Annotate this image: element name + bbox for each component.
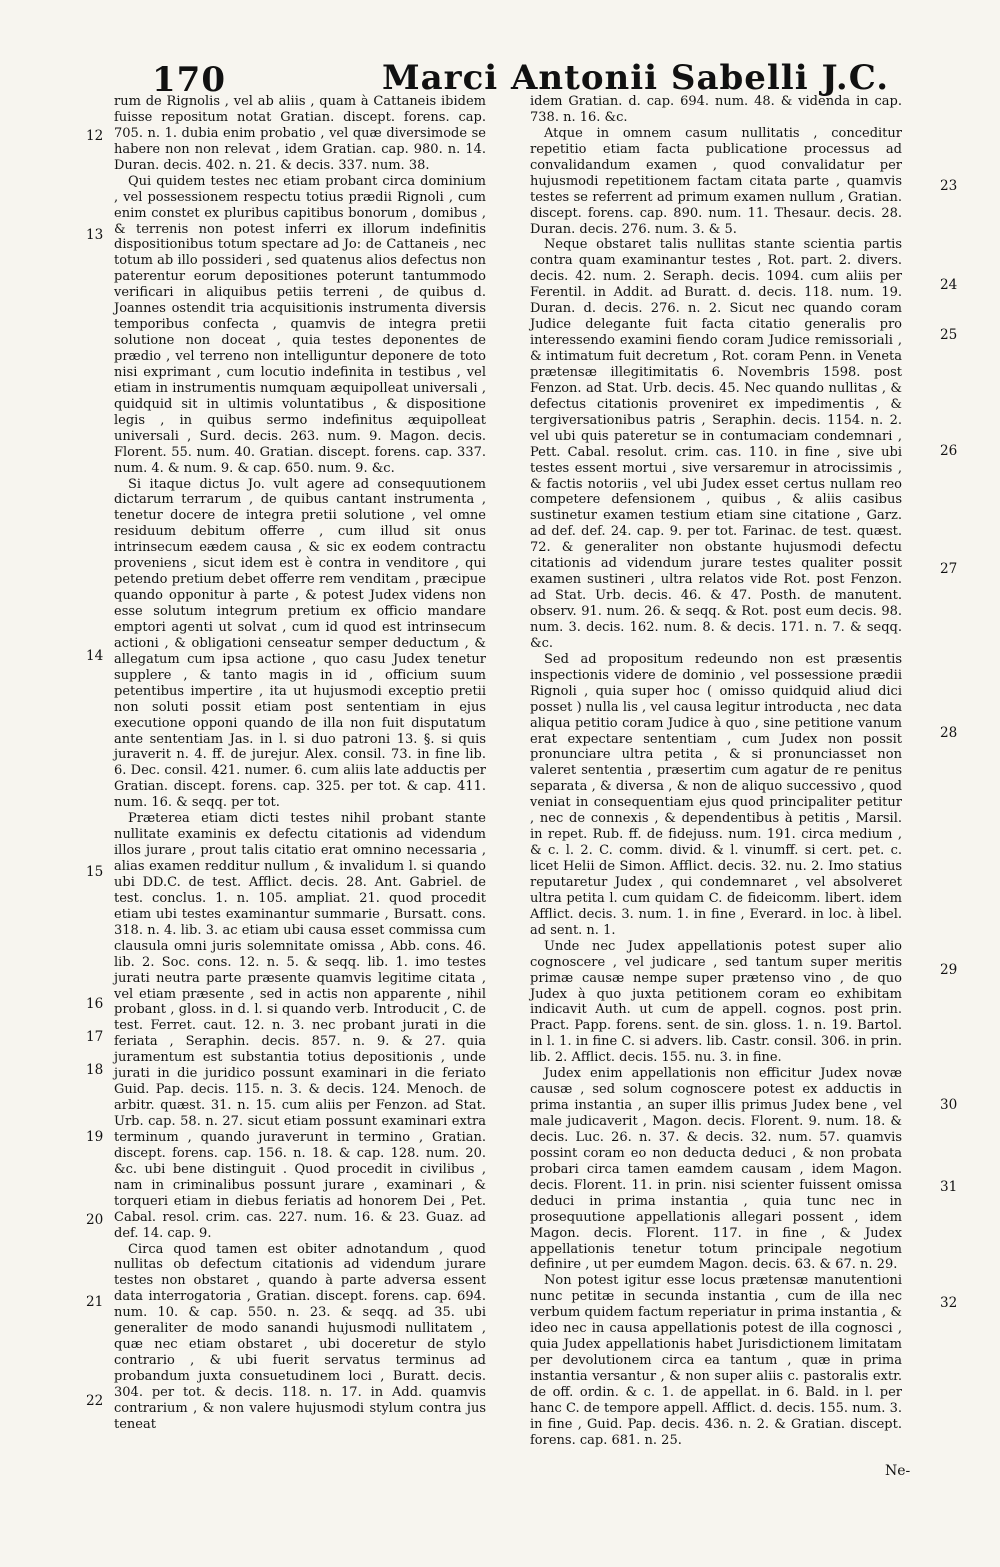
margin-number: 14 <box>86 648 104 664</box>
right-column <box>530 94 902 1449</box>
paragraph: Unde nec Judex appellationis potest super alio cognoscere , vel judicare , sed tantum super meritis primæ causæ nempe super prætenso vino , de quo Judex à quo juxta petitionem coram eo exhibitam indicavit Auth. ut cum de appell. cognos. post prin. Pract. Papp. forens. sent. de sin. gloss. 1. n. 19. Bartol. in l. 1. in fine C. si advers. lib. Castr. consil. 306. in prin. lib. 2. Afflict. decis. 155. nu. 3. in fine. <box>530 938 902 1066</box>
paragraph: Qui quidem testes nec etiam probant circa dominium , vel possessionem respectu totius prædii Rignoli , cum enim constet ex pluribus capitibus bonorum , domibus , & terrenis non potest inferri ex illorum indefinitis dispositionibus totum spectare ad Jo: de Cattaneis , nec totum ab illo possideri , sed quatenus alios defectus non paterentur eorum depositiones poterunt tantummodo verificari in aliquibus petiis terreni , de quibus d. Joannes ostendit tria acquisitionis instrumenta diversis temporibus confecta , quamvis de integra pretii solutione non doceat , quia testes deponentes de prædio , vel terreno non intelliguntur deponere de toto nisi exprimant , cum locutio indefinita in testibus , vel etiam in instrumentis numquam æquipolleat universali , quidquid sit in ultimis voluntatibus , & dispositione legis , in quibus sermo indefinitus æquipolleat universali , Surd. decis. 263. num. 9. Magon. decis. Florent. 55. num. 40. Gratian. discept. forens. cap. 337. num. 4. & num. 9. & cap. 650. num. 9. &c. <box>114 173 486 476</box>
paragraph: Circa quod tamen est obiter adnotandum , quod nullitas ob defectum citationis ad videndum jurare testes non obstaret , quando à parte adversa essent data interrogatoria , Gratian. discept. forens. cap. 694. num. 10. & cap. 550. n. 23. & seqq. ad 35. ubi generaliter de modo sanandi hujusmodi nullitatem , quæ nec etiam obstaret , ubi doceretur de stylo contrario , & ubi fuerit servatus terminus ad probandum juxta consuetudinem loci , Buratt. decis. 304. per tot. & decis. 118. n. 17. in Add. quamvis contrarium , & non valere hujusmodi stylum contra jus teneat <box>114 1241 486 1432</box>
margin-number: 12 <box>86 128 104 144</box>
catchword: Ne- <box>885 1463 911 1479</box>
margin-number: 18 <box>86 1062 104 1078</box>
page-number: 170 <box>152 60 226 100</box>
paragraph: Sed ad propositum redeundo non est præsentis inspectionis videre de dominio , vel possessione prædii Rignoli , quia super hoc ( omisso quidquid aliud dici posset ) nulla lis , vel causa legitur introducta , nec data aliqua petitio coram Judice à quo , sine petitione vanum erat expectare sententiam , cum Judex non possit pronunciare ultra petita , & si pronunciasset non valeret sententia , præsertim cum agatur de re penitus separata , & diversa , & non de aliquo successivo , quod veniat in consequentiam ejus quod principaliter petitur , nec de connexis , & dependentibus à petitis , Marsil. in repet. Rub. ff. de fidejuss. num. 191. circa medium , & c. l. 2. C. comm. divid. & l. vinumff. si cert. pet. c. licet Helii de Simon. Afflict. decis. 32. nu. 2. Imo statius reputaretur Judex , qui condemnaret , vel absolveret ultra petita l. cum quidam C. de fideicomm. libert. idem Afflict. decis. 3. num. 1. in fine , Everard. in loc. à libel. ad sent. n. 1. <box>530 651 902 938</box>
margin-number: 25 <box>940 327 958 343</box>
margin-number: 21 <box>86 1294 104 1310</box>
margin-number: 28 <box>940 725 958 741</box>
margin-number: 16 <box>86 996 104 1012</box>
margin-number: 31 <box>940 1179 958 1195</box>
margin-number: 23 <box>940 178 958 194</box>
margin-number: 15 <box>86 864 104 880</box>
paragraph: Neque obstaret talis nullitas stante scientia partis contra quam examinantur testes , Rot. part. 2. divers. decis. 42. num. 2. Seraph. decis. 1094. cum aliis per Ferentil. in Addit. ad Buratt. d. decis. 118. num. 19. Duran. d. decis. 276. n. 2. Sicut nec quando coram Judice delegante fuit facta citatio generalis pro interessendo examini fiendo coram Judice remissoriali , & intimatum fuit decretum , Rot. coram Penn. in Veneta prætensæ illegitimitatis 6. Novembris 1598. post Fenzon. ad Stat. Urb. decis. 45. Nec quando nullitas , & defectus citationis proveniret ex impedimentis , & tergiversationibus patris , Seraphin. decis. 1154. n. 2. vel ubi quis pateretur se in contumaciam condemnari , Pett. Cabal. resolut. crim. cas. 110. in fine , sive ubi testes essent mortui , sive versaremur in atrocissimis , & factis notoriis , vel ubi Judex esset certus nullam reo competere defensionem , quibus , & aliis casibus sustinetur examen testium etiam sine citatione , Garz. ad def. def. 24. cap. 9. per tot. Farinac. de test. quæst. 72. & generaliter non obstante hujusmodi defectu citationis ad videndum jurare testes qualiter possit examen sustineri , ultra relatos vide Rot. post Fenzon. ad Stat. Urb. decis. 46. & 47. Posth. de manutent. observ. 91. num. 26. & seqq. & Rot. post eum decis. 98. num. 3. decis. 162. num. 8. & decis. 171. n. 7. & seqq. &c. <box>530 237 902 651</box>
paragraph: idem Gratian. d. cap. 694. num. 48. & videnda in cap. 738. n. 16. &c. <box>530 94 902 125</box>
left-column <box>114 94 486 1433</box>
paragraph: Judex enim appellationis non efficitur Judex novæ causæ , sed solum cognoscere potest ex adductis in prima instantia , an super illis primus Judex bene , vel male judicaverit , Magon. decis. Florent. 9. num. 18. & decis. Luc. 26. n. 37. & decis. 32. num. 57. quamvis possint coram eo non deducta deduci , & non probata probari circa tamen eamdem causam , idem Magon. decis. Florent. 11. in prin. nisi scienter fuissent omissa deduci in prima instantia , quia tunc nec in prosequutione appellationis allegari possent , idem Magon. decis. Florent. 117. in fine , & Judex appellationis tenetur totum principale negotium definire , ut per eumdem Magon. decis. 63. & 67. n. 29. <box>530 1066 902 1273</box>
margin-number: 19 <box>86 1129 104 1145</box>
paragraph: Atque in omnem casum nullitatis , conceditur repetitio etiam facta publicatione processus ad convalidandum examen , quod convalidatur per hujusmodi repetitionem factam citata parte , quamvis testes se referrent ad primum examen nullum , Gratian. discept. forens. cap. 890. num. 11. Thesaur. decis. 28. Duran. decis. 276. num. 3. & 5. <box>530 125 902 237</box>
margin-number: 29 <box>940 962 958 978</box>
running-title: Marci Antonii Sabelli J.C. <box>382 58 890 98</box>
paragraph: Non potest igitur esse locus prætensæ manutentioni nunc petitæ in secunda instantia , cum de illa nec verbum quidem factum reperiatur in prima instantia , & ideo nec in causa appellationis potest de illa cognosci , quia Judex appellationis habet Jurisdictionem limitatam per devolutionem circa ea tantum , quæ in prima instantia versantur , & non super aliis c. pastoralis extr. de off. ordin. & c. 1. de appellat. in 6. Bald. in l. per hanc C. de tempore appell. Afflict. d. decis. 155. num. 3. in fine , Guid. Pap. decis. 436. n. 2. & Gratian. discept. forens. cap. 681. n. 25. <box>530 1273 902 1448</box>
margin-number: 17 <box>86 1029 104 1045</box>
paragraph: Si itaque dictus Jo. vult agere ad consequutionem dictarum terrarum , de quibus cantant instrumenta , tenetur docere de integra pretii solutione , vel omne residuum debitum offerre , cum illud sit onus intrinsecum eædem causa , & sic ex eodem contractu proveniens , sicut idem est è contra in venditore , qui petendo pretium debet offerre rem venditam , præcipue quando opponitur à parte , & potest Judex videns non esse solutum integrum pretium ex officio mandare emptori agenti ut solvat , cum id quod est intrinsecum actioni , & obligationi censeatur semper deductum , & allegatum cum ipsa actione , quo casu Judex tenetur supplere , & tanto magis in id , officium suum petentibus impertire , ita ut hujusmodi exceptio pretii non soluti possit etiam post sententiam in ejus executione opponi quando de illa non fuit disputatum ante sententiam Jas. in l. si duo patroni 13. §. si quis juraverit n. 4. ff. de jurejur. Alex. consil. 73. in fine lib. 6. Dec. consil. 421. numer. 6. cum aliis late adductis per Gratian. discept. forens. cap. 325. per tot. & cap. 411. num. 16. & seqq. per tot. <box>114 476 486 811</box>
margin-number: 30 <box>940 1097 958 1113</box>
margin-number: 32 <box>940 1295 958 1311</box>
margin-number: 24 <box>940 277 958 293</box>
paragraph: Præterea etiam dicti testes nihil probant stante nullitate examinis ex defectu citationis ad videndum illos jurare , prout talis citatio erat omnino necessaria , alias examen redditur nullum , & invalidum l. si quando ubi DD.C. de test. Afflict. decis. 28. Ant. Gabriel. de test. conclus. 1. n. 105. ampliat. 21. quod procedit etiam ubi testes examinantur summarie , Bursatt. cons. 318. n. 4. lib. 3. ac etiam ubi causa esset commissa cum clausula omni juris solemnitate omissa , Abb. cons. 46. lib. 2. Soc. cons. 12. n. 5. & seqq. lib. 1. imo testes jurati neutra parte præsente quamvis legitime citata , vel etiam præsente , sed in actis non apparente , nihil probant , gloss. in d. l. si quando verb. Introducit , C. de test. Ferret. caut. 12. n. 3. nec probant jurati in die feriata , Seraphin. decis. 857. n. 9. & 27. quia juramentum est substantia totius depositionis , unde jurati in die juridico possunt examinari in die feriato Guid. Pap. decis. 115. n. 3. & decis. 124. Menoch. de arbitr. quæst. 31. n. 15. cum aliis per Fenzon. ad Stat. Urb. cap. 58. n. 27. sicut etiam possunt examinari extra terminum , quando juraverunt in termino , Gratian. discept. forens. cap. 156. n. 18. & cap. 128. num. 20. &c. ubi bene distinguit . Quod procedit in civilibus , nam in criminalibus possunt jurare , examinari , & torqueri etiam in diebus feriatis ad honorem Dei , Pet. Cabal. resol. crim. cas. 227. num. 16. & 23. Guaz. ad def. 14. cap. 9. <box>114 811 486 1241</box>
paragraph: rum de Rignolis , vel ab aliis , quam à Cattaneis ibidem fuisse repositum notat Gratian. discept. forens. cap. 705. n. 1. dubia enim probatio , vel quæ diversimode se habere non non relevat , idem Gratian. cap. 980. n. 14. Duran. decis. 402. n. 21. & decis. 337. num. 38. <box>114 94 486 173</box>
margin-number: 26 <box>940 443 958 459</box>
margin-number: 22 <box>86 1393 104 1409</box>
margin-number: 13 <box>86 227 104 243</box>
margin-number: 27 <box>940 561 958 577</box>
margin-number: 20 <box>86 1212 104 1228</box>
